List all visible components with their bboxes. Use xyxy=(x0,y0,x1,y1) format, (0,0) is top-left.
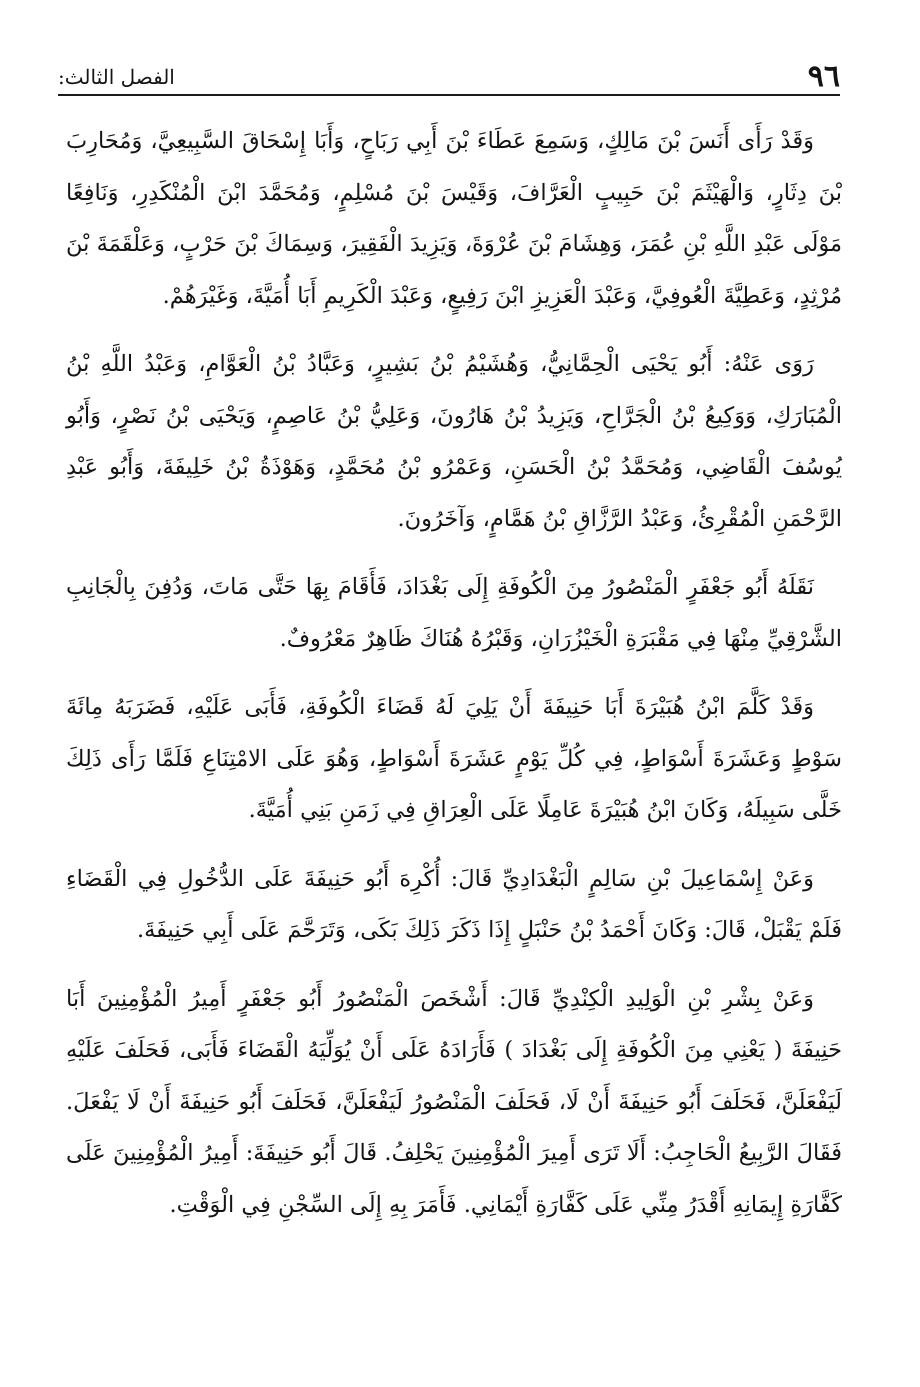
running-header xyxy=(58,58,840,98)
paragraph-bishr-ibn-al-walid: وَعَنْ بِشْرِ بْنِ الْوَلِيدِ الْكِنْدِيِّ قَالَ: أَشْخَصَ الْمَنْصُورُ أَبُو جَعْفَرٍ أَمِيرُ الْمُؤْمِنِينَ أَبَا حَنِيفَةَ ( يَعْنِي مِنَ الْكُوفَةِ إِلَى بَغْدَادَ ) فَأَرَادَهُ عَلَى أَنْ يُوَلِّيَهُ الْقَضَاءَ فَأَبَى، فَحَلَفَ عَلَيْهِ لَيَفْعَلَنَّ، فَحَلَفَ أَبُو حَنِيفَةَ أَنْ لَا، فَحَلَفَ الْمَنْصُورُ لَيَفْعَلَنَّ، فَحَلَفَ أَبُو حَنِيفَةَ أَنْ لَا يَفْعَلَ. فَقَالَ الرَّبِيعُ الْحَاجِبُ: أَلَا تَرَى أَمِيرَ الْمُؤْمِنِينَ يَحْلِفُ. قَالَ أَبُو حَنِيفَةَ: أَمِيرُ الْمُؤْمِنِينَ عَلَى كَفَّارَةِ إِيمَانِهِ أَقْدَرُ مِنِّي عَلَى كَفَّارَةِ أَيْمَانِي. فَأَمَرَ بِهِ إِلَى السِّجْنِ فِي الْوَقْتِ. xyxy=(66,985,842,1218)
header-rule xyxy=(58,94,840,96)
paragraph-students: رَوَى عَنْهُ: أَبُو يَحْيَى الْحِمَّانِيُّ، وَهُشَيْمُ بْنُ بَشِيرٍ، وَعَبَّادُ بْنُ الْعَوَّامِ، وَعَبْدُ اللَّهِ بْنُ الْمُبَارَكِ، وَوَكِيعُ بْنُ الْجَرَّاحِ، وَيَزِيدُ بْنُ هَارُونَ، وَعَلِيُّ بْنُ عَاصِمٍ، وَيَحْيَى بْنُ نَصْرٍ، وَأَبُو يُوسُفَ الْقَاضِي، وَمُحَمَّدُ بْنُ الْحَسَنِ، وَعَمْرُو بْنُ مُحَمَّدٍ، وَهَوْذَةُ بْنُ خَلِيفَةَ، وَأَبُو عَبْدِ الرَّحْمَنِ الْمُقْرِئُ، وَعَبْدُ الرَّزَّاقِ بْنُ هَمَّامٍ، وَآخَرُونَ. xyxy=(66,351,842,532)
paragraph-ibn-hubayra: وَقَدْ كَلَّمَ ابْنُ هُبَيْرَةَ أَبَا حَنِيفَةَ أَنْ يَلِيَ لَهُ قَضَاءَ الْكُوفَةِ، فَأَبَى عَلَيْهِ، فَضَرَبَهُ مِائَةَ سَوْطٍ وَعَشَرَةَ أَسْوَاطٍ، فِي كُلِّ يَوْمٍ عَشَرَةَ أَسْوَاطٍ، وَهُوَ عَلَى الامْتِنَاعِ فَلَمَّا رَأَى ذَلِكَ خَلَّى سَبِيلَهُ، وَكَانَ ابْنُ هُبَيْرَةَ عَامِلًا عَلَى الْعِرَاقِ فِي زَمَنِ بَنِي أُمَيَّةَ. xyxy=(66,694,842,823)
paragraph-burial: نَقَلَهُ أَبُو جَعْفَرٍ الْمَنْصُورُ مِنَ الْكُوفَةِ إِلَى بَغْدَادَ، فَأَقَامَ بِهَا حَتَّى مَاتَ، وَدُفِنَ بِالْجَانِبِ الشَّرْقِيِّ مِنْهَا فِي مَقْبَرَةِ الْخَيْزُرَانِ، وَقَبْرُهُ هُنَاكَ ظَاهِرٌ مَعْرُوفٌ. xyxy=(66,574,842,652)
body-text xyxy=(66,116,842,1243)
paragraph-ismail-ibn-salim: وَعَنْ إِسْمَاعِيلَ بْنِ سَالِمٍ الْبَغْدَادِيِّ قَالَ: أُكْرِهَ أَبُو حَنِيفَةَ عَلَى الدُّخُولِ فِي الْقَضَاءِ فَلَمْ يَقْبَلْ، قَالَ: وَكَانَ أَحْمَدُ بْنُ حَنْبَلٍ إِذَا ذَكَرَ ذَلِكَ بَكَى، وَتَرَحَّمَ عَلَى أَبِي حَنِيفَةَ. xyxy=(66,865,842,943)
page-number: ٩٦ xyxy=(807,59,840,94)
paragraph-teachers: وَقَدْ رَأَى أَنَسَ بْنَ مَالِكٍ، وَسَمِعَ عَطَاءَ بْنَ أَبِي رَبَاحٍ، وَأَبَا إِسْحَاقَ السَّبِيعِيَّ، وَمُحَارِبَ بْنَ دِثَارٍ، وَالْهَيْثَمَ بْنَ حَبِيبٍ الْعَرَّافَ، وَقَيْسَ بْنَ مُسْلِمٍ، وَمُحَمَّدَ ابْنَ الْمُنْكَدِرِ، وَنَافِعًا مَوْلَى عَبْدِ اللَّهِ بْنِ عُمَرَ، وَهِشَامَ بْنَ عُرْوَةَ، وَيَزِيدَ الْفَقِيرَ، وَسِمَاكَ بْنَ حَرْبٍ، وَعَلْقَمَةَ بْنَ مُرْثِدٍ، وَعَطِيَّةَ الْعُوفِيَّ، وَعَبْدَ الْعَزِيزِ ابْنَ رَفِيعٍ، وَعَبْدَ الْكَرِيمِ أَبَا أُمَيَّةَ، وَغَيْرَهُمْ. xyxy=(66,128,842,309)
chapter-title: الفصل الثالث: xyxy=(58,65,175,89)
